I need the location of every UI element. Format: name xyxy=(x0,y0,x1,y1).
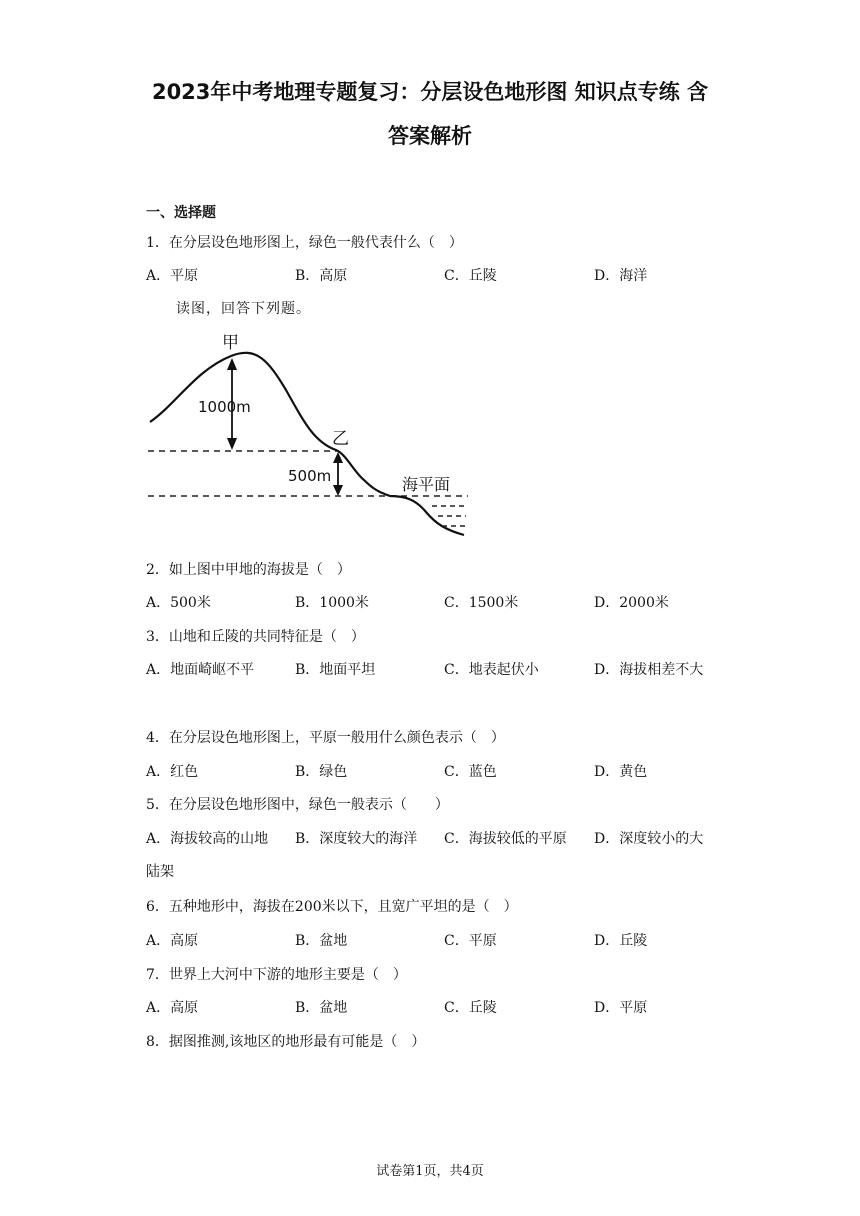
mid-point-label: 乙 xyxy=(332,429,349,449)
question-7-option-c: C．丘陵 xyxy=(444,1000,497,1016)
question-6-option-b: B．盆地 xyxy=(295,933,348,949)
page-footer: 试卷第1页，共4页 xyxy=(376,1164,484,1179)
question-4-option-d: D．黄色 xyxy=(594,764,648,780)
section-heading: 一、选择题 xyxy=(146,205,216,221)
arrowhead xyxy=(227,358,237,370)
question-2-stem: 2．如上图中甲地的海拔是（ ） xyxy=(146,562,351,578)
question-4-stem: 4．在分层设色地形图上，平原一般用什么颜色表示（ ） xyxy=(146,730,505,746)
question-3-stem: 3．山地和丘陵的共同特征是（ ） xyxy=(146,629,365,645)
reading-instruction: 读图，回答下列题。 xyxy=(176,301,311,317)
page-title-line2: 答案解析 xyxy=(388,124,472,148)
arrowhead xyxy=(333,485,343,496)
question-5-option-a: A．海拔较高的山地 xyxy=(146,831,269,847)
question-1-option-b: B．高原 xyxy=(295,268,348,284)
question-6-stem: 6．五种地形中，海拔在200米以下，且宽广平坦的是（ ） xyxy=(146,899,518,915)
question-6-option-d: D．丘陵 xyxy=(594,933,648,949)
question-5-option-b: B．深度较大的海洋 xyxy=(295,831,418,847)
question-5-stem: 5．在分层设色地形图中，绿色一般表示（ ） xyxy=(146,797,449,813)
question-7-option-a: A．高原 xyxy=(146,1000,199,1016)
height-label-lower: 500m xyxy=(288,467,332,485)
question-1-stem: 1．在分层设色地形图上，绿色一般代表什么（ ） xyxy=(146,235,463,251)
question-2-option-b: B．1000米 xyxy=(295,595,369,611)
height-label-upper: 1000m xyxy=(198,398,251,416)
question-4-option-a: A．红色 xyxy=(146,764,199,780)
question-3-option-c: C．地表起伏小 xyxy=(444,662,539,678)
peak-label: 甲 xyxy=(222,333,239,353)
arrowhead xyxy=(227,438,237,450)
question-3-option-b: B．地面平坦 xyxy=(295,662,376,678)
page-title-line1: 2023年中考地理专题复习：分层设色地形图 知识点专练 含 xyxy=(151,80,709,104)
question-6-option-a: A．高原 xyxy=(146,933,199,949)
question-3-option-a: A．地面崎岖不平 xyxy=(146,662,255,678)
question-7-option-b: B．盆地 xyxy=(295,1000,348,1016)
question-2-option-c: C．1500米 xyxy=(444,595,519,611)
question-4-option-c: C．蓝色 xyxy=(444,764,497,780)
question-5-option-d-continuation: 陆架 xyxy=(146,864,174,880)
question-5-option-d: D．深度较小的大 xyxy=(594,831,704,847)
sea-level-label: 海平面 xyxy=(402,475,451,494)
question-1-option-d: D．海洋 xyxy=(594,268,648,284)
question-2-option-a: A．500米 xyxy=(146,595,211,611)
question-3-option-d: D．海拔相差不大 xyxy=(594,662,704,678)
question-1-option-a: A．平原 xyxy=(146,268,199,284)
question-4-option-b: B．绿色 xyxy=(295,764,348,780)
question-7-option-d: D．平原 xyxy=(594,1000,648,1016)
question-1-option-c: C．丘陵 xyxy=(444,268,497,284)
terrain-profile-diagram xyxy=(146,330,476,545)
terrain-curve xyxy=(150,353,464,535)
question-6-option-c: C．平原 xyxy=(444,933,497,949)
question-2-option-d: D．2000米 xyxy=(594,595,669,611)
question-8-stem: 8．据图推测,该地区的地形最有可能是（ ） xyxy=(146,1034,426,1050)
question-5-option-c: C．海拔较低的平原 xyxy=(444,831,567,847)
question-7-stem: 7．世界上大河中下游的地形主要是（ ） xyxy=(146,967,407,983)
